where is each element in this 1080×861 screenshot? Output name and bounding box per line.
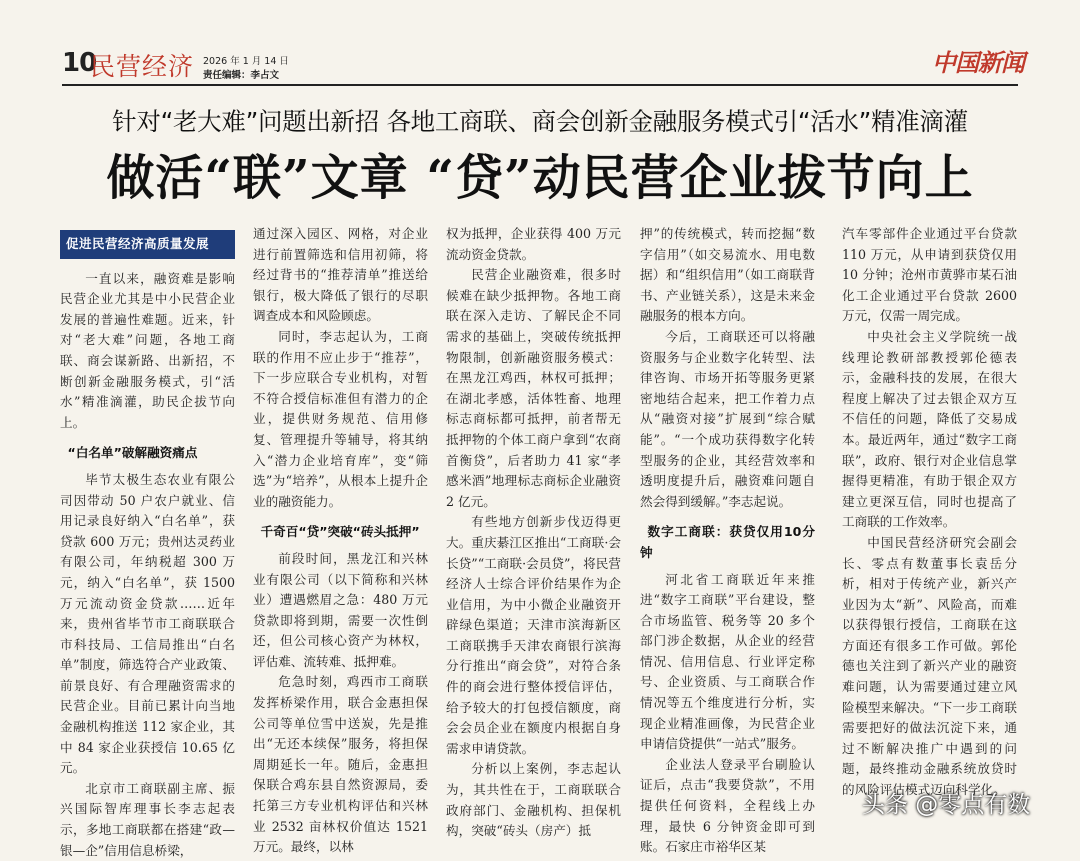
article-subtitle: 针对“老大难”问题出新招 各地工商联、商会创新金融服务模式引“活水”精准滴灌	[112, 107, 968, 136]
paragraph: 中国民营经济研究会副会长、零点有数董事长袁岳分析，相对于传统产业，新兴产业因为太“新”、风险高，而难以获得银行授信，工商联在这方面还有很多工作可做。郭伦德也关注到了新兴产业的融资难问题，认为需要通过建立风险模型来解决。“下一步工商联需要把好的做法沉淀下来，通过不断解决推广中遇到的问题，最终推动金融系统放贷时的风险评估模式迈向科学化。	[842, 534, 1017, 798]
section-name: 民营经济	[90, 52, 195, 81]
paragraph: 汽车零部件企业通过平台贷款 110 万元，从申请到获贷仅用 10 分钟；沧州市黄骅市某石油化工企业通过平台贷款 2600 万元，仅需一周完成。	[842, 226, 1017, 324]
paragraph: 通过深入园区、网格，对企业进行前置筛选和信用初筛，将经过背书的“推荐清单”推送给银行，极大降低了银行的尽职调查成本和风险顾虑。	[253, 226, 428, 324]
article-column-5	[842, 224, 1017, 801]
paragraph: 前段时间，黑龙江和兴林业有限公司（以下简称和兴林业）遭遇燃眉之急：480 万元贷款即将到期，需要一次性倒还，但公司核心资产为林权，评估难、流转难、抵押难。	[253, 550, 428, 669]
source-watermark: 头条 @零点有数	[862, 792, 1031, 818]
masthead	[0, 0, 1080, 90]
article-column-3	[446, 224, 621, 842]
paragraph: 权为抵押，企业获得 400 万元流动资金贷款。	[446, 226, 621, 262]
paragraph: 同时，李志起认为，工商联的作用不应止步于“推荐”，下一步应联合专业机构，对暂不符合授信标准但有潜力的企业，提供财务规范、信用修复、管理提升等辅导，将其纳入“潜力企业培育库”，变“筛选”为“培养”，从根本上提升企业的融资能力。	[253, 328, 428, 509]
paragraph: 毕节太极生态农业有限公司因带动 50 户农户就业、信用记录良好纳入“白名单”，获贷款 600 万元；贵州达灵药业有限公司，年纳税超 300 万元，纳入“白名单”，获 1500 万元流动资金贷款……近年来，贵州省毕节市工商联联合市科技局、工信局推出“白名单”制度，筛选符合产业政策、前景良好、有合理融资需求的民营企业。目前已累计向当地金融机构推送 112 家企业，其中 84 家企业获授信 10.65 亿元。	[60, 471, 235, 776]
paragraph: 有些地方创新步伐迈得更大。重庆綦江区推出“工商联·会长贷”“工商联·会员贷”，将民营经济人士综合评价结果作为企业信用，为中小微企业融资开辟绿色渠道；天津市滨海新区工商联携手天津农商银行滨海分行推出“商会贷”，对符合条件的商会进行整体授信评估，给予较大的打包授信额度，商会会员企业在额度内根据自身需求申请贷款。	[446, 514, 621, 756]
article-column-4	[640, 224, 815, 858]
section-tag: 促进民营经济高质量发展	[60, 230, 235, 259]
paragraph: 一直以来，融资难是影响民营企业尤其是中小民营企业发展的普遍性难题。近来，针对“老大难”问题，各地工商联、商会谋新路、出新招，不断创新金融服务模式，引“活水”精准滴灌，助民企拔节向上。	[60, 270, 235, 430]
subheading: “白名单”破解融资痛点	[67, 445, 198, 461]
paragraph: 北京市工商联副主席、振兴国际智库理事长李志起表示，多地工商联都在搭建“政—银—企”信用信息桥梁，	[60, 780, 235, 858]
paragraph: 中央社会主义学院统一战线理论教研部教授郭伦德表示，金融科技的发展，在很大程度上解决了过去银企双方互不信任的问题，降低了交易成本。最近两年，通过“数字工商联”，政府、银行对企业信息掌握得更精准，有助于银企双方建立更深互信，同时也提高了工商联的工作效率。	[842, 328, 1017, 530]
issue-date: 2026 年 1 月 14 日	[203, 56, 289, 67]
paragraph: 河北省工商联近年来推进“数字工商联”平台建设，整合市场监管、税务等 20 多个部门涉企数据，从企业的经营情况、信用信息、行业评定称号、企业资质、与工商联合作情况等五个维度进行分析，实现企业精准画像，为民营企业申请信贷提供“一站式”服务。	[640, 571, 815, 752]
paragraph: 分析以上案例，李志起认为，其共性在于，工商联联合政府部门、金融机构、担保机构，突破“砖头（房产）抵	[446, 761, 621, 839]
paragraph: 危急时刻，鸡西市工商联发挥桥梁作用，联合金惠担保公司等单位雪中送炭，先是推出“无还本续保”服务，将担保周期延长一年。随后，金惠担保联合鸡东县自然资源局，委托第三方专业机构评估和兴林业 2532 亩林权价值达 1521 万元。最终，以林	[253, 674, 428, 855]
page-number: 10	[62, 48, 97, 78]
paragraph: 今后，工商联还可以将融资服务与企业数字化转型、法律咨询、市场开拓等服务更紧密地结合起来，把工作着力点从“融资对接”扩展到“综合赋能”。“一个成功获得数字化转型服务的企业，其经营效率和透明度提升后，融资难问题自然会得到缓解。”李志起说。	[640, 328, 815, 509]
article-column-2	[253, 224, 428, 858]
subheading: 千奇百“贷”突破“砖头抵押”	[260, 524, 420, 540]
masthead-rule	[62, 84, 1018, 86]
paragraph: 押”的传统模式，转而挖掘“数字信用”（如交易流水、用电数据）和“组织信用”（如工商联背书、产业链关系），这是未来金融服务的根本方向。	[640, 226, 815, 324]
newspaper-logo: 中国新闻	[932, 48, 1024, 77]
responsible-editor: 责任编辑：李占文	[203, 70, 280, 81]
paragraph: 民营企业融资难，很多时候难在缺少抵押物。各地工商联在深入走访、了解民企不同需求的基础上，突破传统抵押物限制，创新融资服务模式：在黑龙江鸡西，林权可抵押；在湖北孝感，活体牲畜、地理标志商标都可抵押，前者帮无抵押物的个体工商户拿到“农商首衡贷”，后者助力 41 家“孝感米酒”地理标志商标企业融资 2 亿元。	[446, 267, 621, 509]
article-headline: 做活“联”文章 “贷”动民营企业拔节向上	[106, 150, 974, 206]
subheading: 数字工商联：获贷仅用10分钟	[640, 524, 815, 560]
paragraph: 企业法人登录平台刷脸认证后，点击“我要贷款”，不用提供任何资料，全程线上办理，最快 6 分钟资金即可到账。石家庄市裕华区某	[640, 756, 815, 855]
article-column-1	[60, 224, 235, 861]
